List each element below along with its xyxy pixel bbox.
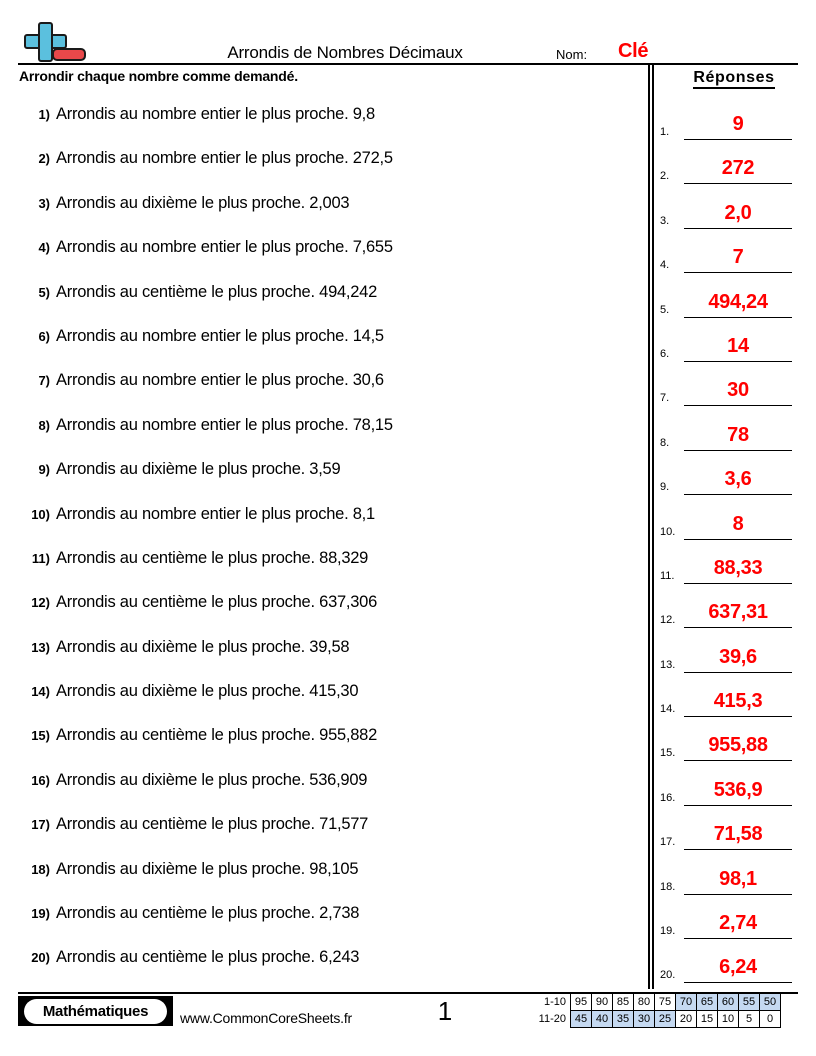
- answer-number: 15.: [660, 747, 676, 760]
- answer-value: 6,24: [719, 956, 757, 979]
- question-row: [0, 98, 648, 142]
- question-number: 4): [38, 240, 50, 256]
- question-number-wrap: [10, 764, 50, 808]
- column-divider: [648, 64, 654, 989]
- answer-row: [658, 903, 816, 947]
- answer-value: 71,58: [713, 823, 763, 846]
- question-text: Arrondis au dixième le plus proche. 39,58: [56, 637, 350, 656]
- answer-blank-line[interactable]: [684, 894, 792, 895]
- plus-minus-logo-icon: [18, 22, 96, 62]
- answer-value: 9: [732, 113, 744, 135]
- score-row-label: 11-20: [538, 1012, 566, 1025]
- answer-number: 16.: [660, 791, 676, 804]
- name-value: Clé: [618, 40, 649, 62]
- answer-value: 7: [732, 246, 744, 269]
- score-row: [528, 1011, 781, 1028]
- question-row: [0, 897, 648, 941]
- answer-number: 9.: [660, 481, 670, 494]
- answer-row: [658, 637, 816, 681]
- question-number: 14): [31, 684, 50, 700]
- answer-number: 14.: [660, 703, 676, 716]
- answer-value: 14: [727, 334, 749, 357]
- question-row: [0, 409, 648, 453]
- score-cell: 5: [739, 1011, 760, 1028]
- question-number: 3): [38, 195, 50, 211]
- answer-blank-line[interactable]: [684, 139, 792, 140]
- answer-blank-line[interactable]: [684, 494, 792, 495]
- answer-number: 1.: [660, 126, 670, 138]
- question-text: Arrondis au nombre entier le plus proche. 9,8: [56, 105, 375, 123]
- question-number-wrap: [10, 453, 50, 497]
- answer-blank-line[interactable]: [684, 317, 792, 318]
- question-number-wrap: [10, 808, 50, 852]
- answers-heading: [660, 68, 808, 87]
- name-label: Nom:: [556, 47, 588, 62]
- answer-value: 30: [727, 379, 749, 402]
- question-text: Arrondis au nombre entier le plus proche. 78,15: [56, 415, 393, 434]
- score-cell: 95: [571, 994, 592, 1011]
- question-list: [0, 98, 648, 986]
- answer-blank-line[interactable]: [684, 672, 792, 673]
- question-number: 16): [31, 772, 50, 788]
- question-text: Arrondis au dixième le plus proche. 3,59: [56, 460, 341, 479]
- question-number: 11): [31, 550, 50, 566]
- answer-row: [658, 592, 816, 636]
- answer-row: [658, 282, 816, 326]
- answer-value: 955,88: [708, 734, 768, 757]
- answer-blank-line[interactable]: [684, 982, 792, 983]
- question-number-wrap: [10, 187, 50, 231]
- answer-number: 3.: [660, 214, 670, 227]
- answer-row: [658, 814, 816, 858]
- answer-value: 3,6: [724, 468, 752, 491]
- question-text: Arrondis au dixième le plus proche. 415,30: [56, 682, 359, 701]
- answer-blank-line[interactable]: [684, 450, 792, 451]
- question-number: 19): [31, 906, 50, 922]
- question-number-wrap: [10, 941, 50, 985]
- instruction-text: Arrondir chaque nombre comme demandé.: [19, 68, 298, 84]
- question-text: Arrondis au nombre entier le plus proche. 30,6: [56, 371, 384, 390]
- answer-blank-line[interactable]: [684, 539, 792, 540]
- question-row: [0, 498, 648, 542]
- answer-row: [658, 237, 816, 281]
- score-cell: 0: [760, 1011, 781, 1028]
- question-row: [0, 364, 648, 408]
- question-number-wrap: [10, 276, 50, 320]
- question-number-wrap: [10, 364, 50, 408]
- score-cell: 10: [718, 1011, 739, 1028]
- answer-row: [658, 548, 816, 592]
- answer-value: 272: [721, 157, 755, 180]
- brand-label: Mathématiques: [24, 999, 167, 1024]
- answer-number: 18.: [660, 880, 676, 893]
- answer-number: 13.: [660, 658, 676, 671]
- answer-value: 2,0: [724, 201, 752, 224]
- score-cell: 30: [634, 1011, 655, 1028]
- question-number-wrap: [10, 320, 50, 364]
- question-text: Arrondis au nombre entier le plus proche. 272,5: [56, 149, 393, 168]
- question-text: Arrondis au nombre entier le plus proche. 8,1: [56, 504, 375, 523]
- page-header: [0, 0, 816, 65]
- answer-number: 20.: [660, 969, 676, 982]
- question-text: Arrondis au centième le plus proche. 637,306: [56, 593, 378, 612]
- question-text: Arrondis au centième le plus proche. 88,329: [56, 548, 369, 567]
- question-number-wrap: [10, 409, 50, 453]
- question-number-wrap: [10, 142, 50, 186]
- answer-row: [658, 504, 816, 548]
- question-number: 12): [31, 595, 50, 611]
- question-number: 1): [38, 107, 50, 122]
- answer-blank-line[interactable]: [684, 805, 792, 806]
- answer-value: 88,33: [713, 556, 763, 579]
- answer-value: 2,74: [719, 912, 757, 935]
- score-cell: 45: [571, 1011, 592, 1028]
- question-number: 10): [31, 506, 50, 522]
- answer-blank-line[interactable]: [684, 849, 792, 850]
- question-row: [0, 808, 648, 852]
- question-number: 2): [38, 151, 50, 167]
- answer-number: 17.: [660, 836, 676, 849]
- answer-value: 415,3: [713, 690, 763, 713]
- answer-blank-line[interactable]: [684, 405, 792, 406]
- score-cell: 55: [739, 994, 760, 1011]
- answer-row: [658, 770, 816, 814]
- question-number-wrap: [10, 98, 50, 142]
- answer-blank-line[interactable]: [684, 361, 792, 362]
- header-divider-rule: [18, 63, 798, 65]
- answer-value: 78: [727, 423, 749, 446]
- score-cell: 75: [655, 994, 676, 1011]
- answers-heading-label: Réponses: [693, 69, 774, 89]
- question-number: 9): [38, 462, 50, 478]
- score-cell: 50: [760, 994, 781, 1011]
- score-cell: 65: [697, 994, 718, 1011]
- answer-row: [658, 415, 816, 459]
- brand-badge: [18, 996, 173, 1026]
- site-url: www.CommonCoreSheets.fr: [180, 1010, 353, 1026]
- question-number-wrap: [10, 586, 50, 630]
- answer-number: 11.: [660, 569, 675, 582]
- answer-number: 4.: [660, 259, 670, 272]
- question-number: 5): [38, 284, 50, 300]
- question-number-wrap: [10, 897, 50, 941]
- answer-number: 6.: [660, 347, 670, 360]
- logo-plus-center: [40, 36, 51, 47]
- score-cell: 25: [655, 1011, 676, 1028]
- score-row: [528, 994, 781, 1011]
- page-title: Arrondis de Nombres Décimaux: [227, 43, 463, 62]
- answer-blank-line[interactable]: [684, 583, 792, 584]
- question-number-wrap: [10, 853, 50, 897]
- answer-row: [658, 370, 816, 414]
- question-number-wrap: [10, 675, 50, 719]
- question-number: 15): [31, 728, 50, 744]
- question-number: 7): [38, 373, 50, 389]
- answer-row: [658, 859, 816, 903]
- question-number: 6): [38, 328, 50, 344]
- question-text: Arrondis au dixième le plus proche. 536,909: [56, 770, 368, 789]
- answer-row: [658, 193, 816, 237]
- question-row: [0, 231, 648, 275]
- answer-number: 8.: [660, 436, 670, 449]
- question-number: 13): [31, 639, 50, 655]
- question-text: Arrondis au centième le plus proche. 6,243: [56, 948, 360, 967]
- question-text: Arrondis au centième le plus proche. 2,738: [56, 904, 360, 923]
- answer-value: 494,24: [708, 290, 768, 313]
- answer-row: [658, 326, 816, 370]
- answer-blank-line[interactable]: [684, 627, 792, 628]
- score-cell: 60: [718, 994, 739, 1011]
- question-text: Arrondis au centième le plus proche. 71,577: [56, 815, 369, 834]
- question-row: [0, 719, 648, 763]
- score-cell: 35: [613, 1011, 634, 1028]
- answer-value: 39,6: [719, 645, 757, 668]
- question-row: [0, 542, 648, 586]
- answer-number: 2.: [660, 170, 670, 183]
- page-number: 1: [437, 996, 453, 1026]
- question-row: [0, 853, 648, 897]
- answer-value: 8: [732, 512, 744, 535]
- score-row-label: 1-10: [543, 995, 566, 1008]
- score-cell: 15: [697, 1011, 718, 1028]
- question-row: [0, 941, 648, 985]
- question-text: Arrondis au nombre entier le plus proche. 14,5: [56, 326, 384, 345]
- answer-number: 10.: [660, 525, 676, 538]
- question-number: 8): [38, 417, 50, 433]
- answer-blank-line[interactable]: [684, 938, 792, 939]
- answer-row: [658, 104, 816, 148]
- question-row: [0, 320, 648, 364]
- logo-minus-bar: [52, 48, 86, 61]
- score-key-table: [528, 993, 781, 1028]
- question-text: Arrondis au centième le plus proche. 494,242: [56, 282, 378, 301]
- answer-row: [658, 148, 816, 192]
- question-number-wrap: [10, 498, 50, 542]
- question-number: 20): [31, 950, 50, 966]
- question-number: 18): [31, 861, 50, 877]
- answer-blank-line[interactable]: [684, 183, 792, 184]
- answer-row: [658, 725, 816, 769]
- answer-value: 98,1: [719, 867, 757, 890]
- answer-row: [658, 459, 816, 503]
- question-row: [0, 142, 648, 186]
- question-row: [0, 586, 648, 630]
- answer-number: 12.: [660, 614, 676, 627]
- answer-blank-line[interactable]: [684, 272, 792, 273]
- answer-list: [658, 104, 816, 992]
- score-cell: 20: [676, 1011, 697, 1028]
- answer-number: 19.: [660, 925, 676, 938]
- score-cell: 80: [634, 994, 655, 1011]
- answer-number: 7.: [660, 392, 670, 405]
- answer-row: [658, 681, 816, 725]
- question-text: Arrondis au centième le plus proche. 955,882: [56, 726, 378, 745]
- score-cell: 85: [613, 994, 634, 1011]
- answer-blank-line[interactable]: [684, 716, 792, 717]
- score-cell: 90: [592, 994, 613, 1011]
- question-row: [0, 675, 648, 719]
- question-text: Arrondis au dixième le plus proche. 2,003: [56, 193, 350, 212]
- question-number-wrap: [10, 542, 50, 586]
- question-text: Arrondis au dixième le plus proche. 98,105: [56, 859, 359, 878]
- question-number-wrap: [10, 231, 50, 275]
- question-number-wrap: [10, 719, 50, 763]
- answer-blank-line[interactable]: [684, 228, 792, 229]
- answer-blank-line[interactable]: [684, 760, 792, 761]
- question-number-wrap: [10, 631, 50, 675]
- answer-value: 536,9: [713, 778, 763, 801]
- question-row: [0, 187, 648, 231]
- question-text: Arrondis au nombre entier le plus proche. 7,655: [56, 238, 393, 257]
- answer-value: 637,31: [708, 601, 768, 624]
- question-row: [0, 276, 648, 320]
- question-row: [0, 631, 648, 675]
- question-row: [0, 453, 648, 497]
- score-cell: 40: [592, 1011, 613, 1028]
- score-key-grid: [528, 993, 781, 1028]
- score-cell: 70: [676, 994, 697, 1011]
- answer-row: [658, 947, 816, 991]
- answer-number: 5.: [660, 303, 670, 316]
- question-row: [0, 764, 648, 808]
- question-number: 17): [31, 817, 50, 833]
